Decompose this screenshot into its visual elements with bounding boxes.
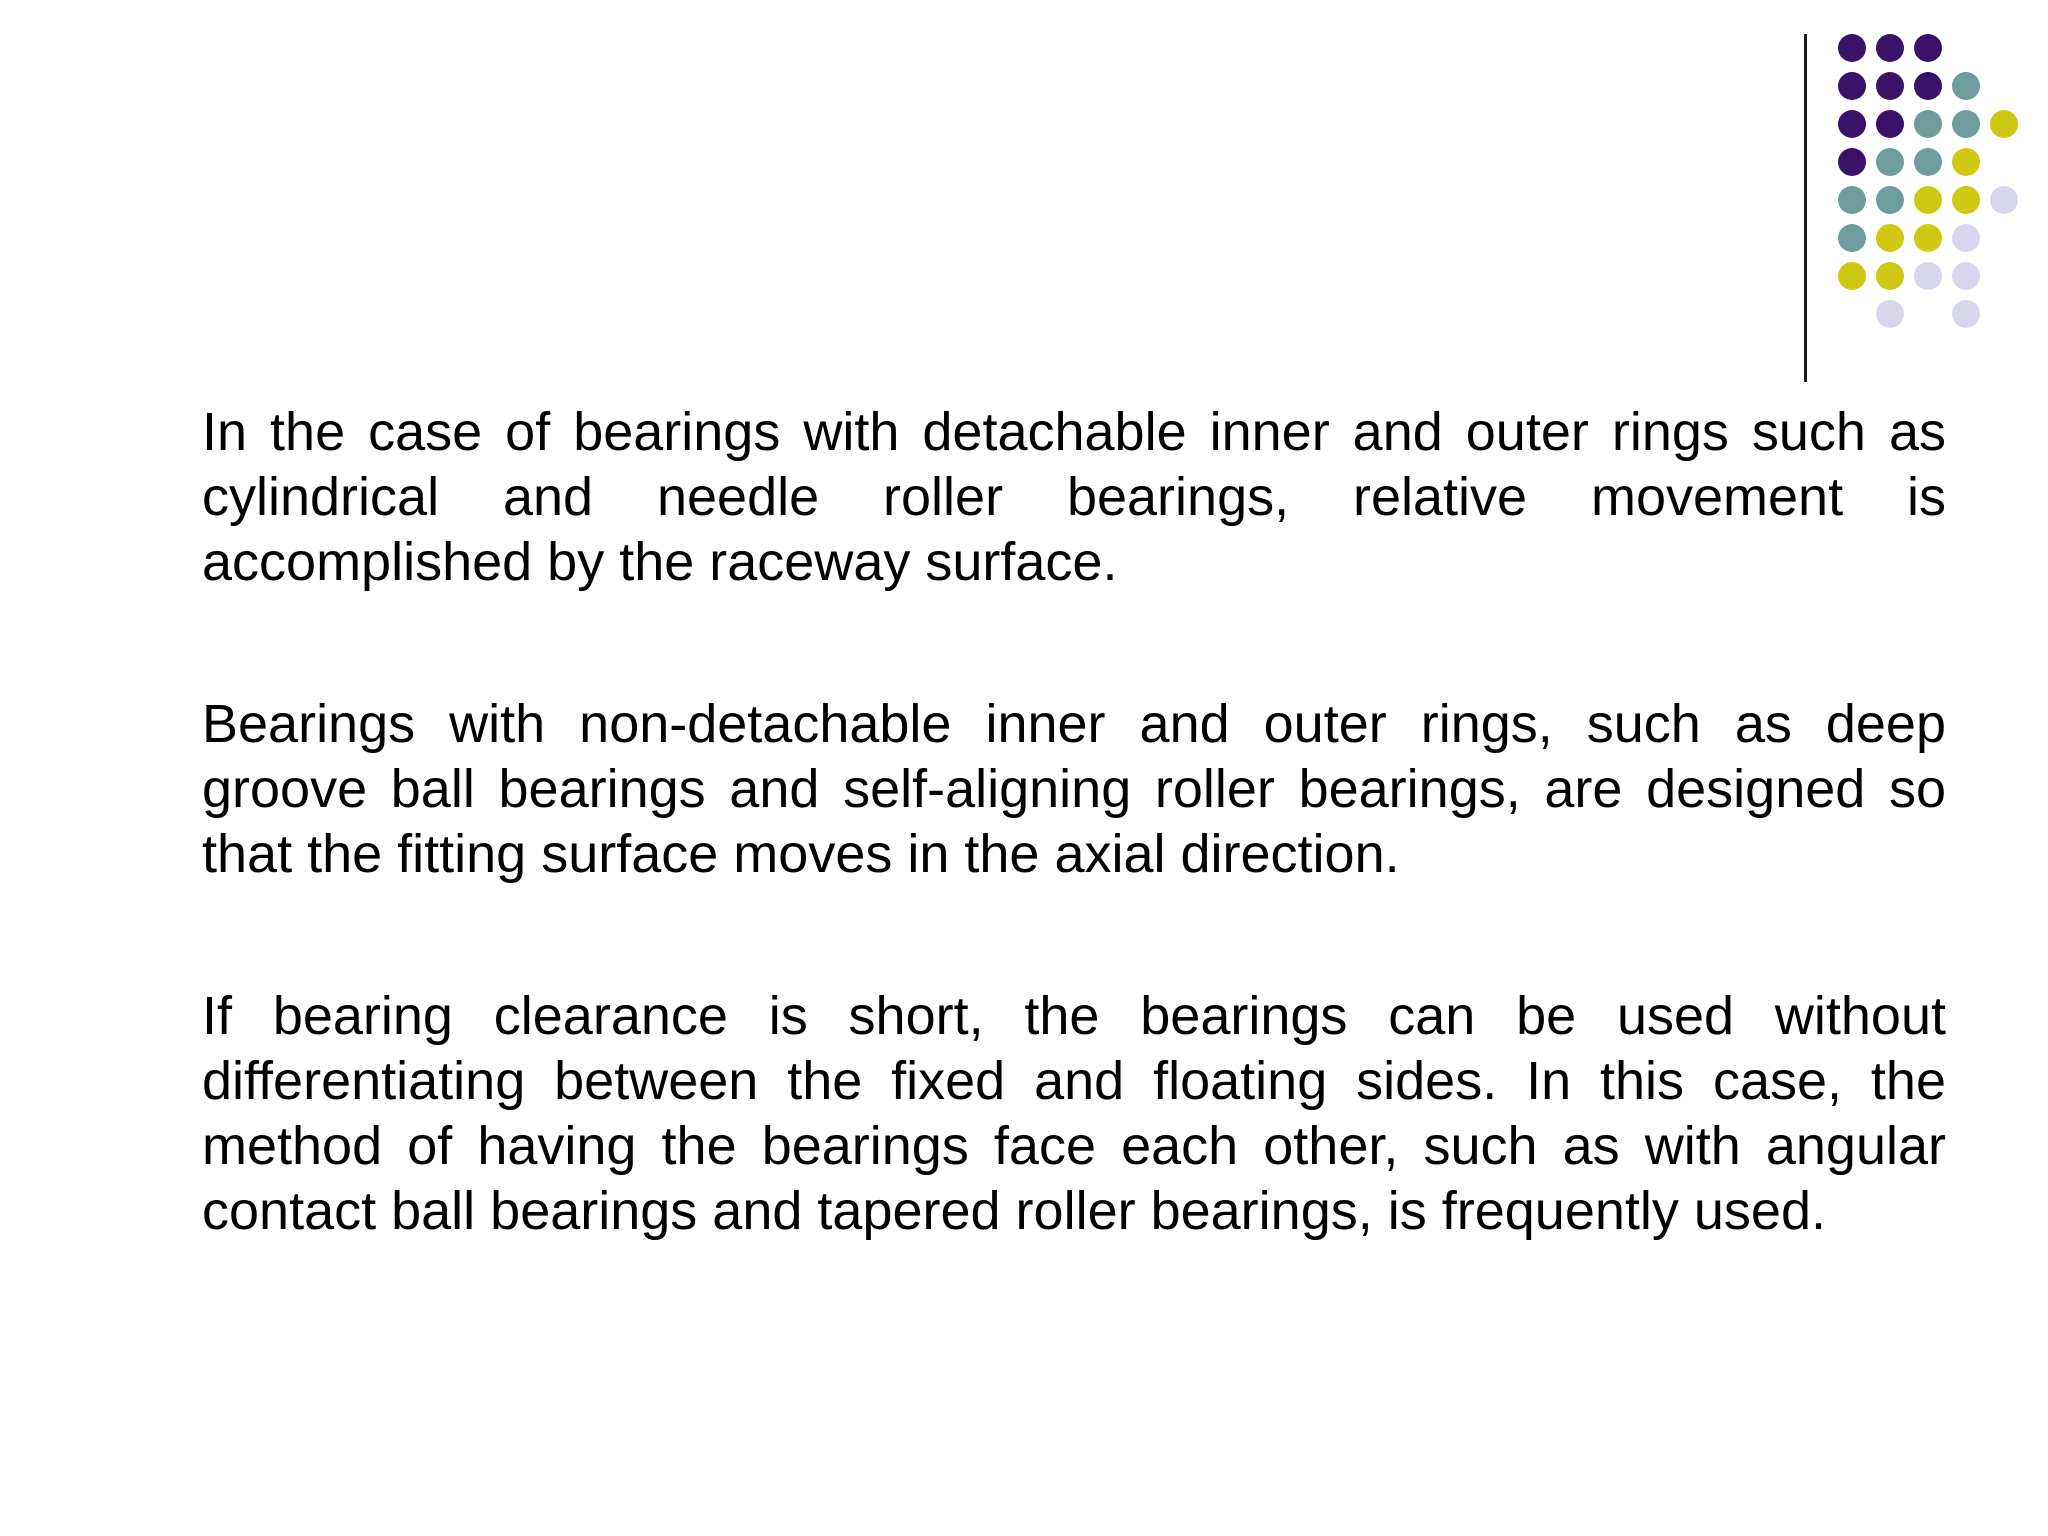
purple-dot xyxy=(1914,34,1942,62)
purple-dot xyxy=(1876,110,1904,138)
vertical-divider-line xyxy=(1804,34,1807,382)
lavender-dot xyxy=(1990,186,2018,214)
teal-dot xyxy=(1914,148,1942,176)
purple-dot xyxy=(1876,72,1904,100)
paragraph-non-detachable-rings: Bearings with non-detachable inner and outer rings, such as deep groove ball bearings and self-aligning roller bearings, are designed so that the fitting surface moves in the axial direction. xyxy=(202,694,1946,884)
teal-dot xyxy=(1952,72,1980,100)
decorative-dot-pattern xyxy=(0,0,2048,400)
teal-dot xyxy=(1952,110,1980,138)
lavender-dot xyxy=(1952,300,1980,328)
slide-body xyxy=(202,400,1946,1244)
lavender-dot xyxy=(1876,300,1904,328)
yellow-dot xyxy=(1876,224,1904,252)
lavender-dot xyxy=(1952,262,1980,290)
purple-dot xyxy=(1838,110,1866,138)
yellow-dot xyxy=(1914,186,1942,214)
teal-dot xyxy=(1838,186,1866,214)
yellow-dot xyxy=(1876,262,1904,290)
yellow-dot xyxy=(1990,110,2018,138)
purple-dot xyxy=(1876,34,1904,62)
purple-dot xyxy=(1838,34,1866,62)
lavender-dot xyxy=(1952,224,1980,252)
yellow-dot xyxy=(1838,262,1866,290)
purple-dot xyxy=(1838,148,1866,176)
yellow-dot xyxy=(1952,148,1980,176)
yellow-dot xyxy=(1952,186,1980,214)
paragraph-detachable-rings: In the case of bearings with detachable inner and outer rings such as cylindrical and needle roller bearings, relative movement is accomplished by the raceway surface. xyxy=(202,402,1946,592)
lavender-dot xyxy=(1914,262,1942,290)
paragraph-bearing-clearance: If bearing clearance is short, the bearings can be used without differentiating between the fixed and floating sides. In this case, the method of having the bearings face each other, such as with angular contact ball bearings and tapered roller bearings, is frequently used. xyxy=(202,986,1946,1241)
purple-dot xyxy=(1914,72,1942,100)
purple-dot xyxy=(1838,72,1866,100)
teal-dot xyxy=(1876,148,1904,176)
teal-dot xyxy=(1914,110,1942,138)
teal-dot xyxy=(1838,224,1866,252)
yellow-dot xyxy=(1914,224,1942,252)
teal-dot xyxy=(1876,186,1904,214)
